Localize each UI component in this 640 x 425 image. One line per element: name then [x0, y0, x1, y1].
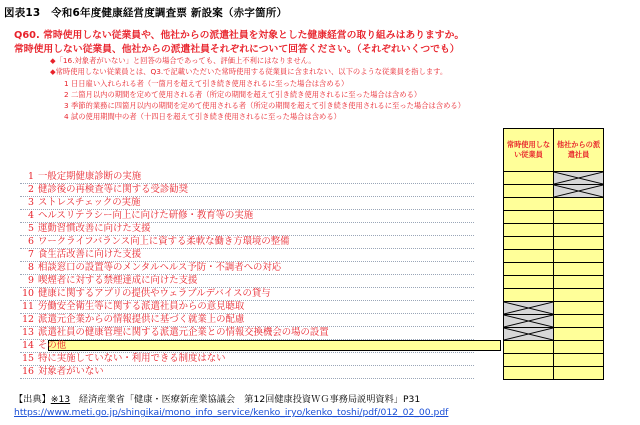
answer-cell[interactable] — [504, 172, 554, 185]
option-number: 1 — [28, 171, 34, 182]
answer-cell-disabled — [554, 172, 604, 185]
option-row — [20, 327, 474, 340]
answer-cell[interactable] — [554, 263, 604, 276]
answer-cell[interactable] — [504, 211, 554, 224]
option-row — [20, 366, 474, 379]
definition-2: 2 二箇月以内の期間を定めて使用される者（所定の期間を超えて引き続き使用されるに至った場合は含める） — [64, 90, 422, 99]
definition-1: 1 日日雇い入れられる者（一箇月を超えて引き続き使用されるに至った場合は含める） — [64, 79, 349, 88]
option-label: ストレスチェックの実施 — [38, 197, 141, 208]
answer-cell[interactable] — [504, 341, 554, 354]
option-row — [20, 340, 474, 353]
cross-mark-icon — [504, 315, 553, 327]
option-label: 運動習慣改善に向けた支援 — [38, 223, 151, 234]
option-label: 食生活改善に向けた支援 — [38, 249, 142, 260]
option-number: 2 — [28, 184, 34, 195]
option-number: 4 — [28, 210, 34, 221]
option-label: 相談窓口の設置等のメンタルヘルス予防・不調者への対応 — [38, 262, 282, 273]
cross-mark-icon — [554, 185, 603, 197]
option-label: ワークライフバランス向上に資する柔軟な働き方環境の整備 — [38, 236, 290, 247]
answer-cell[interactable] — [554, 302, 604, 315]
option-row — [20, 223, 474, 236]
option-number: 3 — [28, 197, 34, 208]
figure-title: 図表13 令和6年度健康経営度調査票 新設案（赤字箇所） — [4, 7, 288, 19]
option-label: 労働安全衛生等に関する派遣社員からの意見聴取 — [38, 301, 245, 312]
option-label: 一般定期健康診断の実施 — [38, 171, 142, 182]
answer-cell[interactable] — [504, 276, 554, 289]
answer-cell[interactable] — [504, 250, 554, 263]
option-row — [20, 236, 474, 249]
note-2: ◆常時使用しない従業員とは、Q3.で記載いただいた常時使用する従業員に含まれない、以下のような従業員を指します。 — [50, 67, 448, 76]
answer-cell[interactable] — [554, 198, 604, 211]
option-label: 派遣元企業からの情報提供に基づく就業上の配慮 — [38, 314, 245, 325]
source-text: 経済産業省「健康・医療新産業協議会 第12回健康投資ＷＧ事務局説明資料」P31 — [78, 394, 421, 405]
option-number: 16 — [22, 366, 34, 377]
answer-cell[interactable] — [504, 224, 554, 237]
option-row — [20, 184, 474, 197]
answer-cell[interactable] — [554, 367, 604, 380]
cross-mark-icon — [554, 172, 603, 184]
column-header-dispatched: 他社からの派遣社員 — [554, 129, 604, 172]
source-label: 【出典】 — [14, 394, 51, 405]
option-row — [20, 171, 474, 184]
definition-4: 4 試の使用期間中の者（十四日を超えて引き続き使用されるに至った場合は含める） — [64, 112, 341, 121]
answer-cell[interactable] — [554, 289, 604, 302]
option-row — [20, 210, 474, 223]
answer-cell[interactable] — [504, 354, 554, 367]
option-number: 12 — [22, 314, 34, 325]
option-label: 喫煙者に対する禁煙達成に向けた支援 — [38, 275, 198, 286]
option-row — [20, 275, 474, 288]
option-label: 健康に関するアプリの提供やウェラブルデバイスの貸与 — [38, 288, 271, 299]
answer-cell[interactable] — [554, 315, 604, 328]
option-number: 7 — [28, 249, 34, 260]
answer-cell-disabled — [504, 328, 554, 341]
answer-cell[interactable] — [554, 354, 604, 367]
cross-mark-icon — [504, 328, 553, 340]
source-url-link[interactable]: https://www.meti.go.jp/shingikai/mono_info_service/kenko_iryo/kenko_toshi/pdf/012_02_00.pdf — [14, 407, 449, 418]
answer-cell[interactable] — [554, 341, 604, 354]
answer-cell[interactable] — [504, 263, 554, 276]
option-label: 健診後の再検査等に関する受診勧奨 — [38, 184, 189, 195]
option-label: 派遣社員の健康管理に関する派遣元企業との情報交換機会の場の設置 — [38, 327, 329, 338]
source-ref: ※13 — [50, 394, 71, 405]
option-label: その他 — [38, 340, 67, 351]
answer-cell[interactable] — [504, 198, 554, 211]
option-number: 13 — [22, 327, 34, 338]
option-list — [20, 171, 474, 379]
cross-mark-icon — [504, 302, 553, 314]
option-label: 特に実施していない・利用できる制度はない — [38, 353, 226, 364]
column-header-non-regular: 常時使用しない従業員 — [504, 129, 554, 172]
other-text-input[interactable] — [48, 340, 501, 351]
note-1: ◆「16.対象者がいない」と回答の場合であっても、評価上不利にはなりません。 — [50, 56, 316, 65]
option-row — [20, 288, 474, 301]
answer-cell[interactable] — [554, 237, 604, 250]
option-label: ヘルスリテラシー向上に向けた研修・教育等の実施 — [38, 210, 254, 221]
option-number: 8 — [28, 262, 34, 273]
answer-grid — [503, 128, 604, 380]
option-number: 15 — [22, 353, 34, 364]
answer-cell[interactable] — [504, 289, 554, 302]
option-row — [20, 353, 474, 366]
answer-cell[interactable] — [554, 224, 604, 237]
answer-cell-disabled — [554, 185, 604, 198]
source-citation — [14, 391, 420, 405]
option-row — [20, 314, 474, 327]
answer-cell[interactable] — [504, 367, 554, 380]
answer-cell[interactable] — [504, 237, 554, 250]
option-number: 14 — [22, 340, 34, 351]
question-line-1: Q60. 常時使用しない従業員や、他社からの派遣社員を対象とした健康経営の取り組みはありますか。 — [14, 30, 465, 41]
question-line-2: 常時使用しない従業員、他社からの派遣社員それぞれについて回答ください。（それぞれいくつでも） — [14, 44, 460, 55]
option-label: 対象者がいない — [38, 366, 104, 377]
answer-cell[interactable] — [554, 250, 604, 263]
option-number: 10 — [22, 288, 34, 299]
option-row — [20, 249, 474, 262]
option-number: 11 — [22, 301, 34, 312]
answer-cell[interactable] — [554, 328, 604, 341]
option-number: 6 — [28, 236, 34, 247]
definition-3: 3 季節的業務に四箇月以内の期間を定めて使用される者（所定の期間を超えて引き続き使用されるに至った場合は含める） — [64, 101, 465, 110]
answer-cell[interactable] — [554, 211, 604, 224]
answer-cell-disabled — [504, 302, 554, 315]
answer-cell[interactable] — [504, 185, 554, 198]
answer-cell[interactable] — [554, 276, 604, 289]
option-row — [20, 301, 474, 314]
option-number: 5 — [28, 223, 34, 234]
option-number: 9 — [28, 275, 34, 286]
option-row — [20, 262, 474, 275]
option-row — [20, 197, 474, 210]
answer-cell-disabled — [504, 315, 554, 328]
